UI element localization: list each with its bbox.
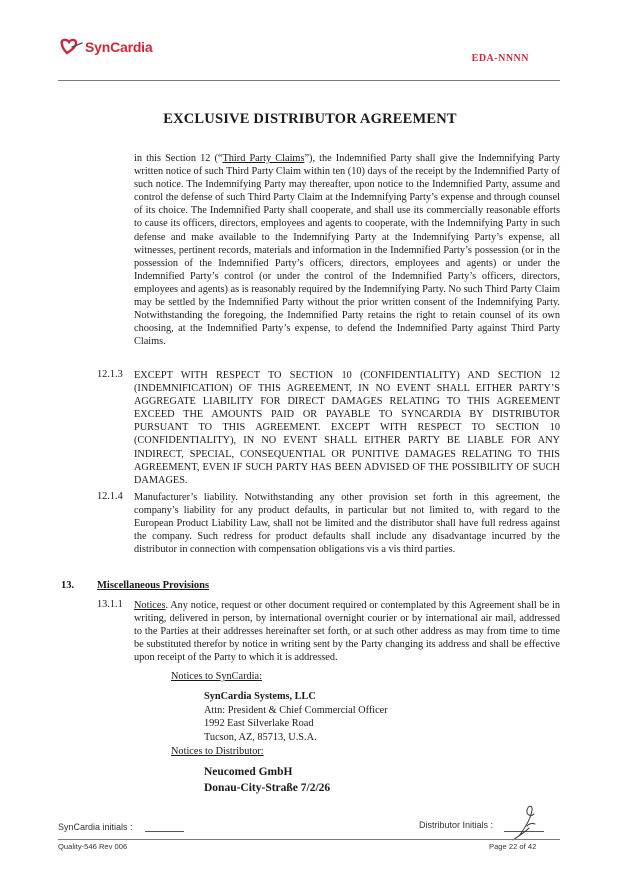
third-party-claims-term: Third Party Claims (222, 153, 305, 164)
syncardia-attn: Attn: President & Chief Commercial Officer (204, 704, 388, 716)
distributor-address (204, 764, 330, 796)
header-divider (58, 80, 560, 81)
notices-distributor-label: Notices to Distributor: (171, 746, 264, 757)
clause-12-1-4-text: Manufacturer’s liability. Notwithstanding any other provision set forth in this agreement, the company’s liability for any product defaults, in particular but not limited to, with regard to the European Product Liability Law, shall not be limited and the distributor shall have full redress against the company. Such redress for product defaults shall include any disadvantage incurred by the distributor in connection with compensation obligations vis a vis third parties. (134, 492, 560, 556)
clause-12-1-3-text: EXCEPT WITH RESPECT TO SECTION 10 (CONFIDENTIALITY) AND SECTION 12 (INDEMNIFICATION) OF THIS AGREEMENT, IN NO EVENT SHALL EITHER PARTY’S AGGREGATE LIABILITY FOR DIRECT DAMAGES RELATING TO THIS AGREEMENT EXCEED THE AMOUNTS PAID OR PAYABLE TO SYNCARDIA BY DISTRIBUTOR PURSUANT TO THIS AGREEMENT. EXCEPT WITH RESPECT TO SECTION 10 (CONFIDENTIALITY), IN NO EVENT SHALL EITHER PARTY BE LIABLE FOR ANY INDIRECT, SPECIAL, CONSEQUENTIAL OR PUNITIVE DAMAGES RELATING TO THIS AGREEMENT, EVEN IF SUCH PARTY HAS BEEN ADVISED OF THE POSSIBILITY OF SUCH DAMAGES. (134, 370, 560, 486)
syncardia-street: 1992 East Silverlake Road (204, 718, 314, 729)
section-13-title: Miscellaneous Provisions (97, 580, 210, 591)
notices-syncardia-label: Notices to SynCardia: (171, 671, 262, 682)
heart-logo-icon (58, 37, 84, 57)
continuation-paragraph: in this Section 12 (“Third Party Claims”), the Indemnified Party shall give the Indemnifying Party written notice of such Third Party Claim within ten (10) days of the receipt by the Indemnified Party of such notice. The Indemnifying Party may thereafter, upon notice to the Indemnified Party, assume and control the defense of such Third Party Claim at the Indemnifying Party’s expense and through counsel of its choice. The Indemnified Party shall cooperate, and shall use its commercially reasonable efforts to cause its officers, directors, employees and agents to cooperate, with the Indemnifying Party in such defense and make available to the Indemnifying Party at the Indemnifying Party’s expense, all witnesses, pertinent records, materials and information in the Indemnified Party’s possession (or in the possession of the Indemnified Party’s officers, directors, employees and agents) or under the Indemnified Party’s control (or under the control of the Indemnified Party’s officers, directors, employees and agents) as is reasonably required by the Indemnifying Party. No such Third Party Claim may be settled by the Indemnified Party without the prior written consent of the Indemnifying Party. Notwithstanding the foregoing, the Indemnified Party retains the right to retain counsel of its own choosing, at the Indemnified Party’s expense, to defend the Indemnified Party against Third Party Claims. (134, 153, 560, 348)
notices-heading: Notices (134, 600, 166, 611)
syncardia-initials-line (145, 831, 184, 832)
page-number: Page 22 of 42 (489, 842, 537, 851)
clause-13-1-1-text: Notices. Any notice, request or other document required or contemplated by this Agreement shall be in writing, delivered in person, by international overnight courier or by international air mail, addressed to the Parties at their addresses hereinafter set forth, or at such other address as may from time to time be substituted therefor by notice in writing sent by the Party changing its address and shall be effective upon receipt of the Party to which it is addressed. (134, 600, 560, 664)
clause-number-12-1-3: 12.1.3 (97, 369, 123, 380)
document-revision: Quality-546 Rev 006 (58, 842, 128, 851)
syncardia-initials-label: SynCardia initials : (58, 822, 133, 832)
company-logo (58, 37, 152, 57)
distributor-company-name: Neucomed GmbH (204, 766, 293, 778)
syncardia-address (204, 690, 388, 744)
distributor-street: Donau-City-Straße 7/2/26 (204, 782, 331, 794)
page-title: EXCLUSIVE DISTRIBUTOR AGREEMENT (163, 111, 457, 127)
syncardia-city: Tucson, AZ, 85713, U.S.A. (204, 731, 317, 743)
distributor-initials-label: Distributor Initials : (419, 820, 494, 830)
document-code: EDA-NNNN (471, 53, 529, 64)
brand-name: SynCardia (85, 39, 153, 55)
clause-number-13-1-1: 13.1.1 (97, 599, 123, 610)
syncardia-company-name: SynCardia Systems, LLC (204, 691, 316, 702)
clause-number-12-1-4: 12.1.4 (97, 491, 123, 502)
footer-divider (58, 839, 560, 840)
distributor-signature-icon (505, 802, 547, 842)
section-number-13: 13. (61, 580, 75, 591)
